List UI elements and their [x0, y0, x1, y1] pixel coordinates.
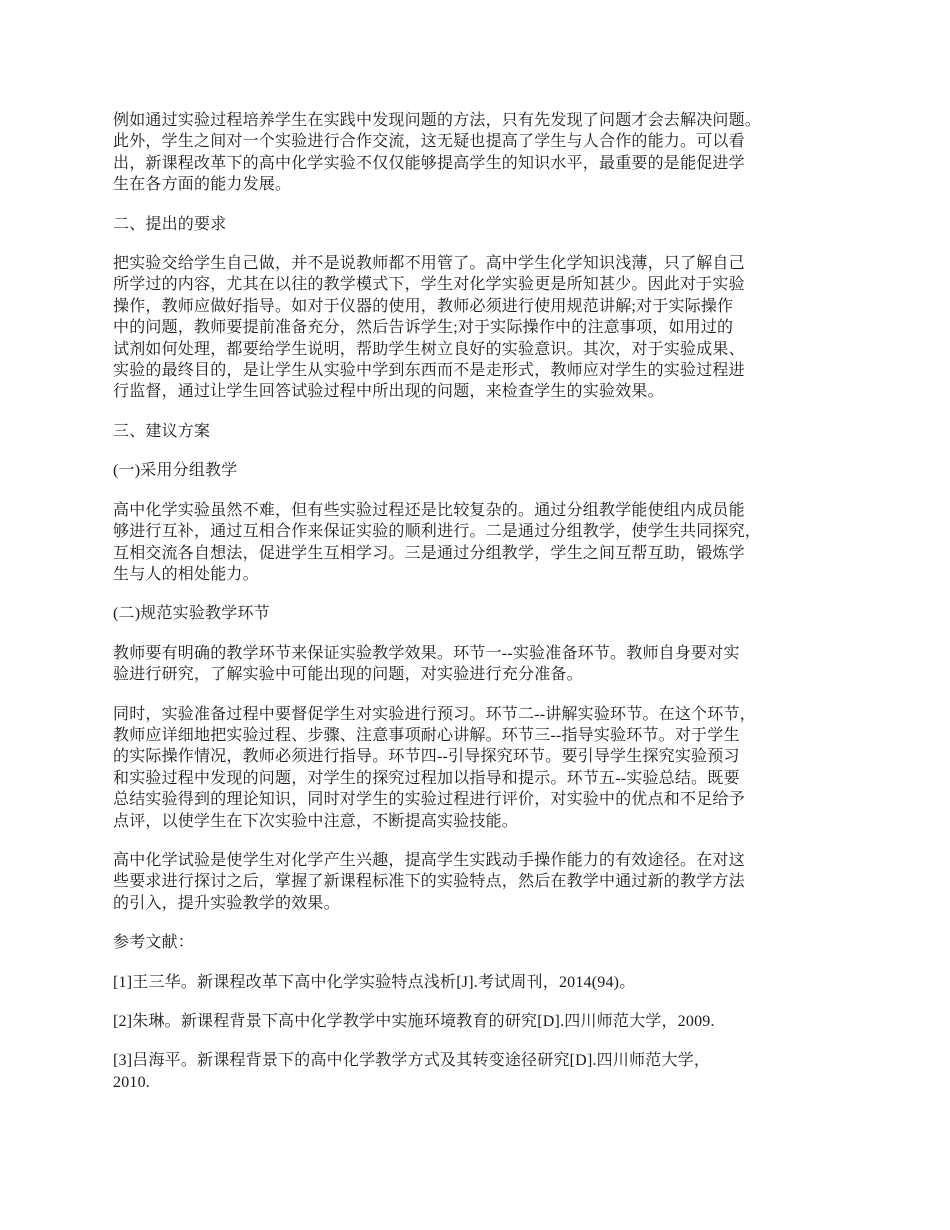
- text-line: 行监督，通过让学生回答试验过程中所出现的问题，来检查学生的实验效果。: [113, 383, 664, 401]
- reference-text: 2010.: [113, 1073, 150, 1091]
- body-paragraph-2: [113, 253, 840, 403]
- body-paragraph-1: [113, 110, 840, 196]
- text-line: 的引入，提升实验教学的效果。: [113, 894, 340, 912]
- subsection-heading-standardize-steps: [113, 603, 840, 624]
- text-line: 把实验交给学生自己做，并不是说教师都不用管了。高中学生化学知识浅薄，只了解自己: [113, 255, 745, 273]
- reference-text: [2]朱琳。新课程背景下高中化学教学中实施环境教育的研究[D].四川师范大学，2009.: [113, 1013, 715, 1030]
- references-heading: [113, 932, 840, 953]
- section-heading-proposals: [113, 421, 840, 442]
- text-line: 中的问题，教师要提前准备充分，然后告诉学生;对于实际操作中的注意事项，如用过的: [113, 319, 734, 337]
- reference-item-2: [113, 1011, 840, 1032]
- reference-text: [3]吕海平。新课程背景下的高中化学教学方式及其转变途径研究[D].四川师范大学，: [113, 1052, 711, 1070]
- body-paragraph-5: [113, 704, 840, 832]
- reference-item-1: [113, 972, 840, 993]
- text-line: 教师应详细地把实验过程、步骤、注意事项耐心讲解。环节三--指导实验环节。对于学生: [113, 726, 740, 744]
- text-line: 例如通过实验过程培养学生在实践中发现问题的方法，只有先发现了问题才会去解决问题。: [113, 112, 762, 129]
- text-line: 同时，实验准备过程中要督促学生对实验进行预习。环节二--讲解实验环节。在这个环节，: [113, 705, 756, 723]
- heading-text: 二、提出的要求: [113, 215, 227, 233]
- text-line: 所学过的内容，尤其在以往的教学模式下，学生对化学实验更是所知甚少。因此对于实验: [113, 276, 745, 294]
- text-line: 生与人的相处能力。: [113, 565, 259, 583]
- reference-item-3: [113, 1050, 840, 1093]
- text-line: 总结实验得到的理论知识，同时对学生的实验过程进行评价，对实验中的优点和不足给予: [113, 791, 745, 809]
- text-line: 互相交流各自想法，促进学生互相学习。三是通过分组教学，学生之间互帮互助，锻炼学: [113, 544, 745, 562]
- body-paragraph-4: [113, 643, 840, 686]
- heading-text: 三、建议方案: [113, 422, 211, 440]
- text-line: 生在各方面的能力发展。: [113, 176, 292, 194]
- document-page: [113, 110, 840, 1111]
- section-heading-requirements: [113, 214, 840, 235]
- subsection-heading-group-teaching: [113, 460, 840, 481]
- body-paragraph-3: [113, 500, 840, 586]
- heading-text: (一)采用分组教学: [113, 462, 238, 480]
- text-line: 够进行互补，通过互相合作来保证实验的顺利进行。二是通过分组教学，使学生共同探究，: [113, 523, 762, 541]
- text-line: 此外，学生之间对一个实验进行合作交流，这无疑也提高了学生与人合作的能力。可以看: [113, 133, 745, 151]
- text-line: 高中化学实验虽然不难，但有些实验过程还是比较复杂的。通过分组教学能使组内成员能: [113, 501, 745, 519]
- text-line: 验进行研究，了解实验中可能出现的问题，对实验进行充分准备。: [113, 666, 583, 684]
- text-line: 和实验过程中发现的问题，对学生的探究过程加以指导和提示。环节五--实验总结。既要: [113, 769, 740, 787]
- text-line: 教师要有明确的教学环节来保证实验教学效果。环节一--实验准备环节。教师自身要对实: [113, 644, 740, 662]
- body-paragraph-6: [113, 850, 840, 914]
- text-line: 些要求进行探讨之后，掌握了新课程标准下的实验特点，然后在教学中通过新的教学方法: [113, 873, 745, 891]
- text-line: 点评，以使学生在下次实验中注意，不断提高实验技能。: [113, 812, 519, 830]
- text-line: 操作，教师应做好指导。如对于仪器的使用，教师必须进行使用规范讲解;对于实际操作: [113, 297, 734, 315]
- text-line: 高中化学试验是使学生对化学产生兴趣，提高学生实践动手操作能力的有效途径。在对这: [113, 851, 745, 869]
- heading-text: (二)规范实验教学环节: [113, 605, 270, 623]
- text-line: 出，新课程改革下的高中化学实验不仅仅能够提高学生的知识水平，最重要的是能促进学: [113, 154, 745, 172]
- text-line: 实验的最终目的，是让学生从实验中学到东西而不是走形式，教师应对学生的实验过程进: [113, 362, 745, 380]
- text-line: 试剂如何处理，都要给学生说明，帮助学生树立良好的实验意识。其次，对于实验成果、: [113, 340, 745, 358]
- text-line: 的实际操作情况，教师必须进行指导。环节四--引导探究环节。要引导学生探究实验预习: [113, 748, 740, 766]
- reference-text: [1]王三华。新课程改革下高中化学实验特点浅析[J].考试周刊，2014(94)。: [113, 973, 636, 991]
- heading-text: 参考文献：: [113, 934, 195, 952]
